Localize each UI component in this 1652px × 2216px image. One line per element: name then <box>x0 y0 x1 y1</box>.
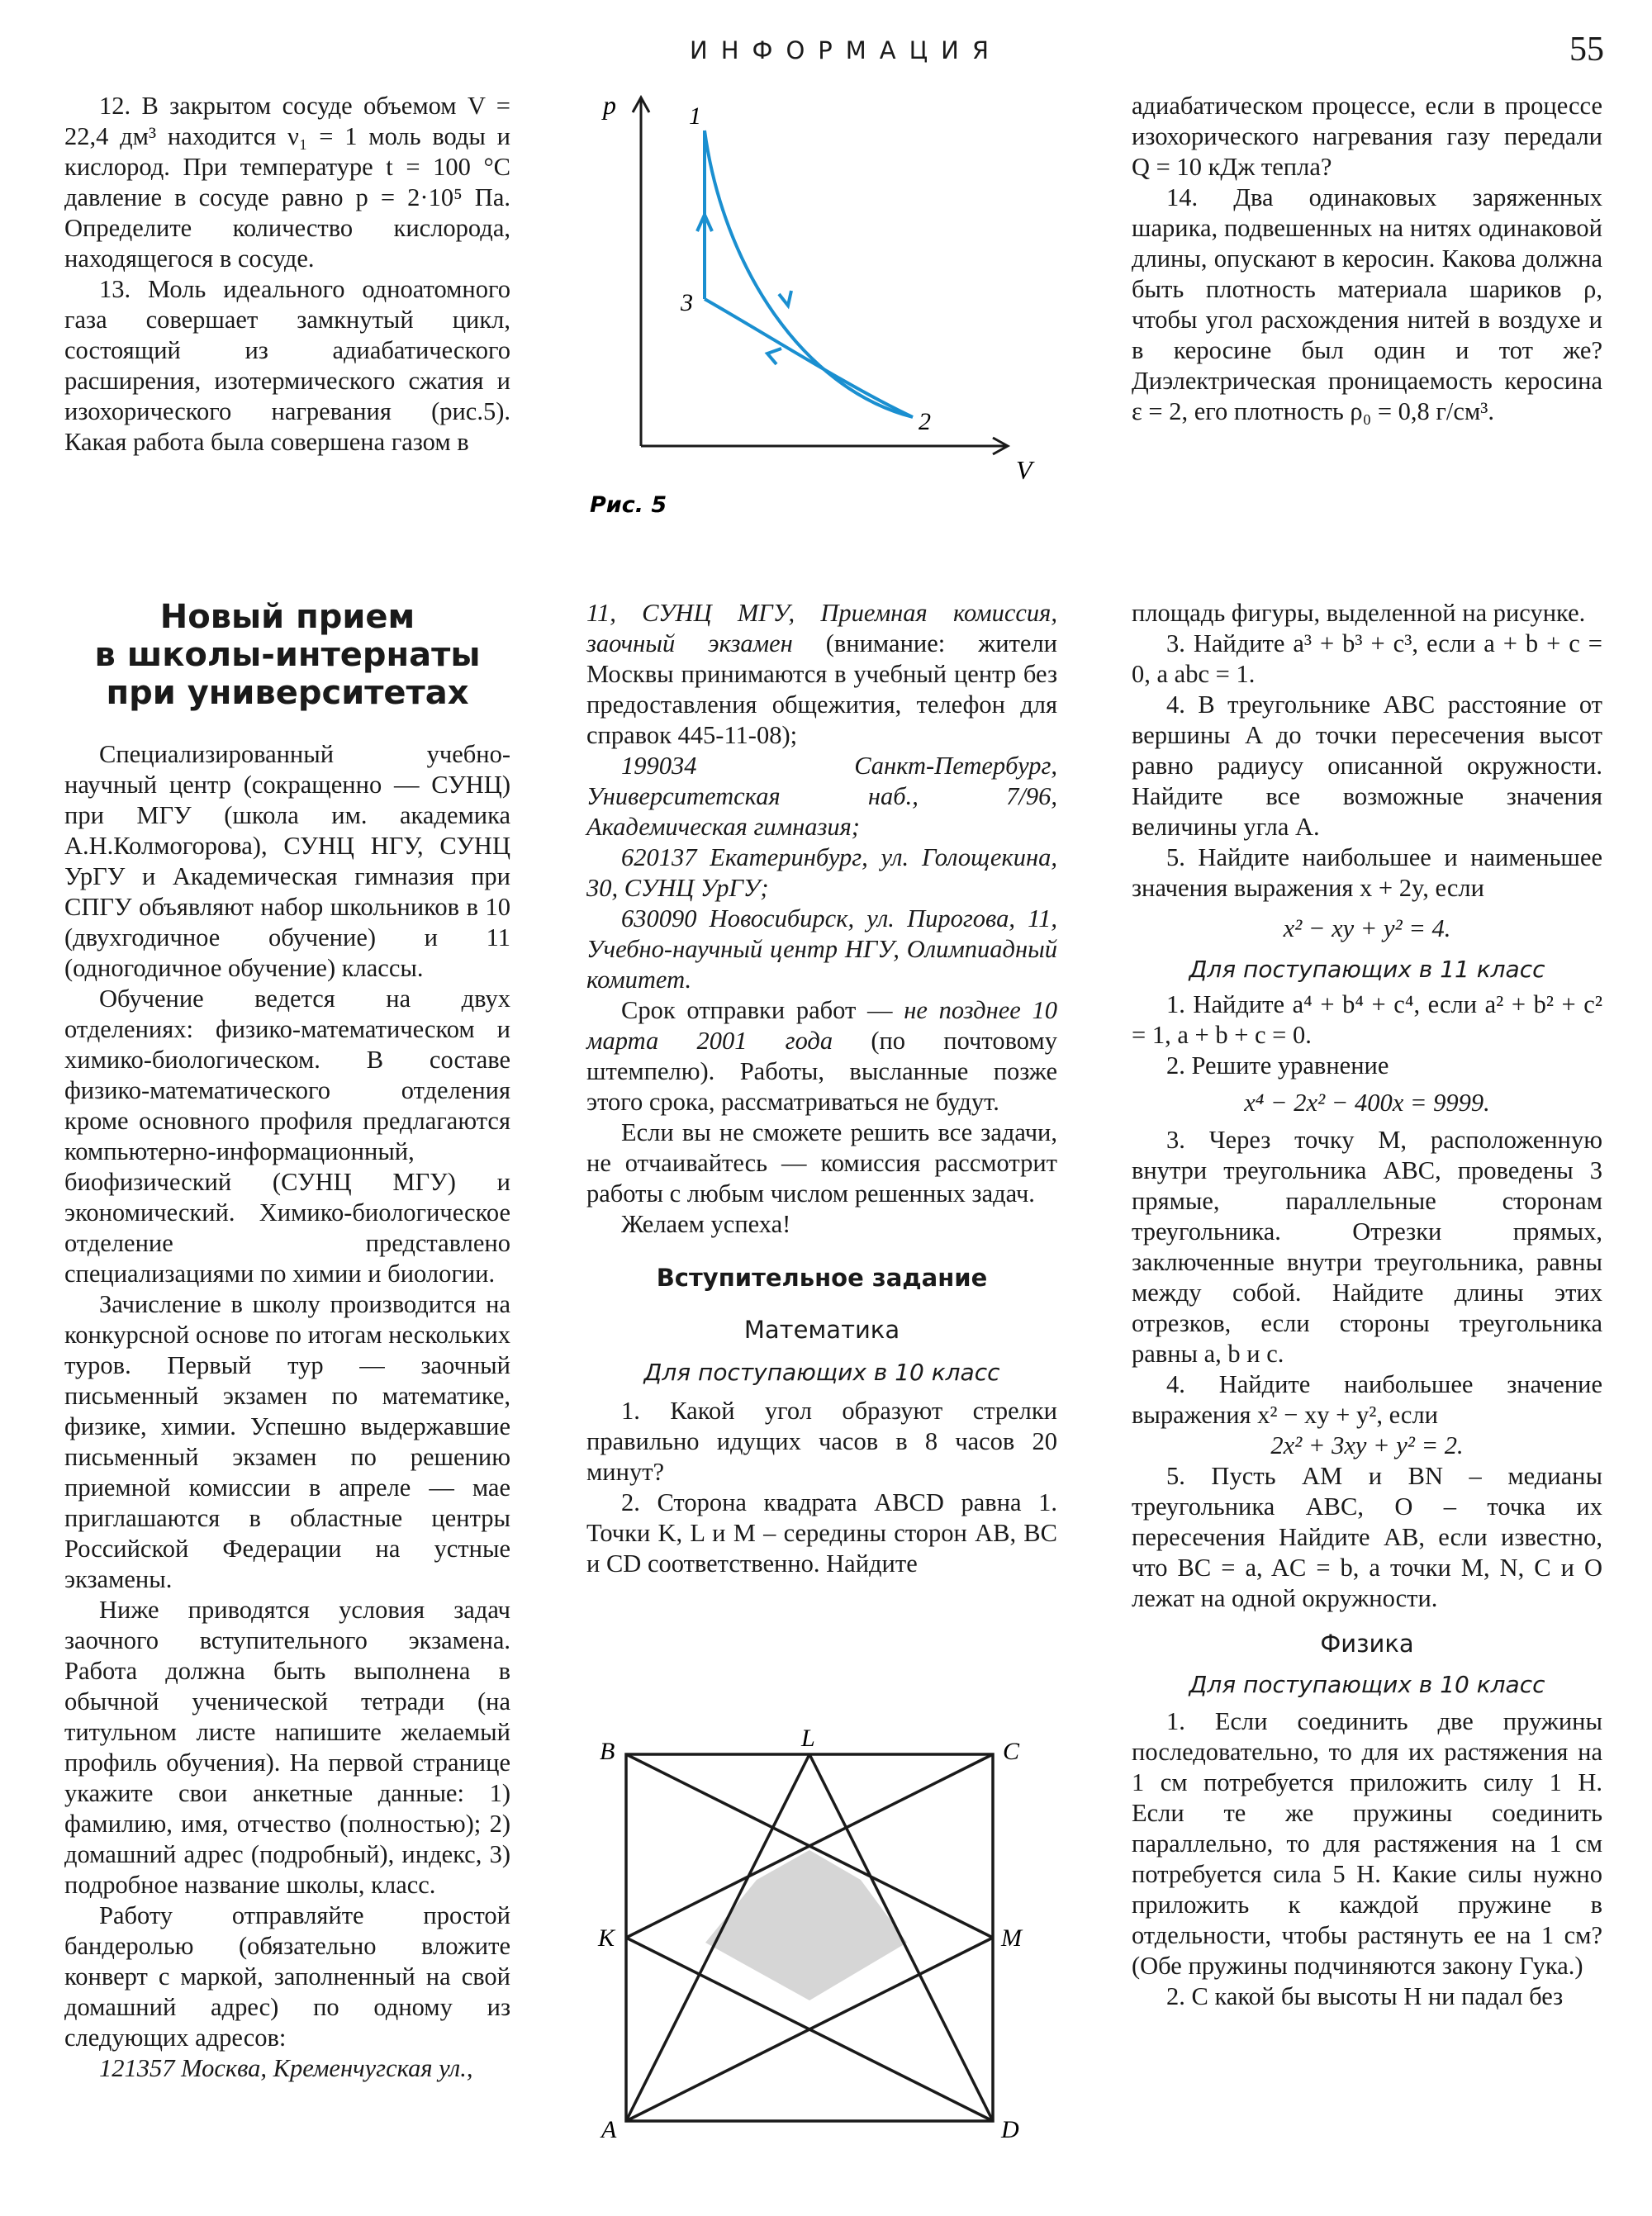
article-title <box>64 598 510 712</box>
math-problem-2: 2. Сторона квадрата ABCD равна 1. Точки K, L и M – середины сторон AB, BC и CD соответственно. Найдите <box>586 1488 1057 1578</box>
vertex-d-label: D <box>1001 2116 1019 2143</box>
math-problem-11-4: 4. Найдите наибольшее значение выражения x² − xy + y², если <box>1132 1370 1602 1429</box>
grade-10-physics-heading: Для поступающих в 10 класс <box>1189 1671 1545 1698</box>
exam-heading: Вступительное задание <box>656 1264 988 1292</box>
point-m-label: M <box>1001 1924 1022 1952</box>
math-problem-3: 3. Найдите a³ + b³ + c³, если a + b + c = 0, а abc = 1. <box>1132 629 1602 688</box>
running-title: ИНФОРМАЦИЯ <box>690 36 1002 64</box>
figure-caption: Рис. 5 <box>590 492 667 518</box>
address-moscow-note: (внимание: жители Москвы принимаются в учебный центр без предоставления общежития, телефон для справок 445-11-08); <box>586 629 1057 749</box>
address-nsk: 630090 Новосибирск, ул. Пирогова, 11, Учебно-научный центр НГУ, Олимпиадный комитет. <box>586 904 1057 994</box>
physics-problem-1: 1. Если соединить две пружины последовательно, то для их растяжения на 1 см потребуется приложить силу 1 Н. Если те же пружины соединить параллельно, то для растяжения на 1 см потребуется сила 5 Н. Какие силы нужно приложить к каждой пружине в отдельности, чтобы растянуть ее на 1 см? (Обе пружины подчиняются закону Гука.) <box>1132 1707 1602 1980</box>
math-heading: Математика <box>743 1316 900 1344</box>
grade-11-heading: Для поступающих в 11 класс <box>1189 956 1545 983</box>
math-problem-5: 5. Найдите наибольшее и наименьшее значения выражения x + 2y, если <box>1132 843 1602 902</box>
paragraph-send: Работу отправляйте простой бандеролью (обязательно вложите конверт с маркой, заполненный на свой домашний адрес) по одному из следующих адресов: <box>64 1901 510 2052</box>
article-title-line-2: в школы-интернаты <box>94 636 481 674</box>
deadline-date: не позднее 10 марта 2001 года <box>586 996 1057 1055</box>
address-moscow-start: 121357 Москва, Кременчугская ул., <box>99 2054 473 2082</box>
vertex-b-label: B <box>600 1738 615 1765</box>
problem-14: 14. Два одинаковых заряженных шарика, подвешенных на нитях одинаковой длины, опускают в керосин. Какова должна быть плотность материала шариков ρ, чтобы угол расхождения нитей в воздухе и в керосине был один и тот же? Диэлектрическая проницаемость керосина ε = 2, его плотность ρ₀ = 0,8 г/см³. <box>1132 183 1602 425</box>
problem-13-continued: адиабатическом процессе, если в процессе изохорического нагревания газу передали Q = 10 кДж тепла? <box>1132 92 1602 181</box>
math-problem-2-continued: площадь фигуры, выделенной на рисунке. <box>1132 599 1586 627</box>
figure-5-pv-diagram <box>578 83 1041 520</box>
paragraph-enrollment: Зачисление в школу производится на конкурсной основе по итогам нескольких туров. Первый тур — заочный письменный экзамен по математике, физике, химии. Успешно выдержавшие письменный экзамен по решению приемной комиссии в апреле — мае приглашаются в областные центры Российской Федерации на устные экзамены. <box>64 1290 510 1593</box>
axis-label-v: V <box>1016 455 1032 485</box>
point-l-label: L <box>801 1725 815 1752</box>
arrow-left <box>767 349 781 364</box>
point-3-label: 3 <box>681 289 693 316</box>
deadline-text-a: Срок отправки работ — <box>621 996 904 1024</box>
adiabat-curve <box>705 130 913 417</box>
grade-10-heading: Для поступающих в 10 класс <box>643 1359 1000 1386</box>
paragraph-wish: Желаем успеха! <box>621 1210 791 1238</box>
problem-12: 12. В закрытом сосуде объемом V = 22,4 дм³ находится ν₁ = 1 моль воды и кислород. При температуре t = 100 °С давление в сосуде равно p = 2·10⁵ Па. Определите количество кислорода, находящегося в сосуде. <box>64 92 510 273</box>
address-spb: 199034 Санкт-Петербург, Университетская наб., 7/96, Академическая гимназия; <box>586 752 1057 841</box>
paragraph-instructions: Ниже приводятся условия задач заочного вступительного экзамена. Работа должна быть выполнена в обычной ученической тетради (на титульном листе напишите желаемый профиль обучения). На первой странице укажите свои анкетные данные: 1) фамилию, имя, отчество (полностью); 2) домашний адрес (подробный), индекс, 3) подробное название школы, класс. <box>64 1596 510 1899</box>
article-right-column <box>1132 598 1602 2012</box>
math-problem-11-4-formula: 2x² + 3xy + y² = 2. <box>1270 1431 1464 1459</box>
address-ekb: 620137 Екатеринбург, ул. Голощекина, 30, СУНЦ УрГУ; <box>586 843 1057 902</box>
problem-13: 13. Моль идеального одноатомного газа совершает замкнутый цикл, состоящий из адиабатического расширения, изотермического сжатия и изохорического нагревания (рис.5). Какая работа была совершена газом в <box>64 275 510 456</box>
paragraph-intro: Специализированный учебно-научный центр (сокращенно — СУНЦ) при МГУ (школа им. академика А.Н.Колмогорова), СУНЦ НГУ, СУНЦ УрГУ и Академическая гимназия при СПГУ объявляют набор школьников в 10 (двухгодичное обучение) и 11 (одногодичное обучение) классы. <box>64 740 510 982</box>
math-problem-11-3: 3. Через точку M, расположенную внутри треугольника ABC, проведены 3 прямые, параллельные сторонам треугольника. Отрезки прямых, заключенные внутри треугольника, равны между собой. Найдите длины этих отрезков, если стороны треугольника равны a, b и c. <box>1132 1126 1602 1368</box>
vertex-c-label: C <box>1003 1738 1020 1765</box>
math-problem-11-2-formula: x⁴ − 2x² − 400x = 9999. <box>1244 1089 1490 1117</box>
arrow-down <box>779 291 791 306</box>
physics-heading: Физика <box>1320 1630 1414 1658</box>
paragraph-departments: Обучение ведется на двух отделениях: физико-математическом и химико-биологическом. В составе физико-математического отделения кроме основного профиля предлагаются компьютерно-информационный, биофизический (СУНЦ МГУ) и экономический. Химико-биологическое отделение представлено специализациями по химии и биологии. <box>64 985 510 1288</box>
page-header <box>0 31 1652 86</box>
deadline-text-c: (по почтовому штемпелю). Работы, высланные позже этого срока, рассматриваться не будут. <box>586 1027 1057 1116</box>
point-2-label: 2 <box>919 408 931 435</box>
axis-label-p: p <box>603 90 616 120</box>
isotherm-curve <box>705 299 913 417</box>
address-moscow-cont: 11, СУНЦ МГУ, Приемная комиссия, заочный экзамен <box>586 599 1057 657</box>
point-k-label: K <box>598 1924 615 1952</box>
top-right-column <box>1132 91 1602 427</box>
shaded-region <box>705 1850 907 2000</box>
math-problem-5-formula: x² − xy + y² = 4. <box>1283 914 1451 942</box>
math-problem-1: 1. Какой угол образуют стрелки правильно идущих часов в 8 часов 20 минут? <box>586 1397 1057 1486</box>
article-left-column <box>64 739 510 2084</box>
vertex-a-label: A <box>601 2116 617 2143</box>
physics-problem-2: 2. С какой бы высоты H ни падал без <box>1166 1982 1564 2010</box>
article-middle-column <box>586 598 1057 1579</box>
top-left-column <box>64 91 510 458</box>
article-title-line-3: при университетах <box>106 674 469 712</box>
square-abcd-figure <box>595 1718 1041 2180</box>
math-problem-4: 4. В треугольнике ABC расстояние от вершины A до точки пересечения высот равно радиусу описанной окружности. Найдите все возможные значения величины угла A. <box>1132 690 1602 841</box>
article-title-line-1: Новый прием <box>159 598 415 636</box>
math-problem-11-1: 1. Найдите a⁴ + b⁴ + c⁴, если a² + b² + c² = 1, a + b + c = 0. <box>1132 990 1602 1049</box>
point-1-label: 1 <box>689 102 701 130</box>
math-problem-11-2: 2. Решите уравнение <box>1166 1051 1389 1080</box>
paragraph-note: Если вы не сможете решить все задачи, не отчаивайтесь — комиссия рассмотрит работы с любым числом решенных задач. <box>586 1118 1057 1208</box>
math-problem-11-5: 5. Пусть AM и BN – медианы треугольника ABC, O – точка их пересечения Найдите AB, если известно, что BC = a, AC = b, а точки M, N, C и O лежат на одной окружности. <box>1132 1462 1602 1612</box>
page-number: 55 <box>1569 31 1604 69</box>
